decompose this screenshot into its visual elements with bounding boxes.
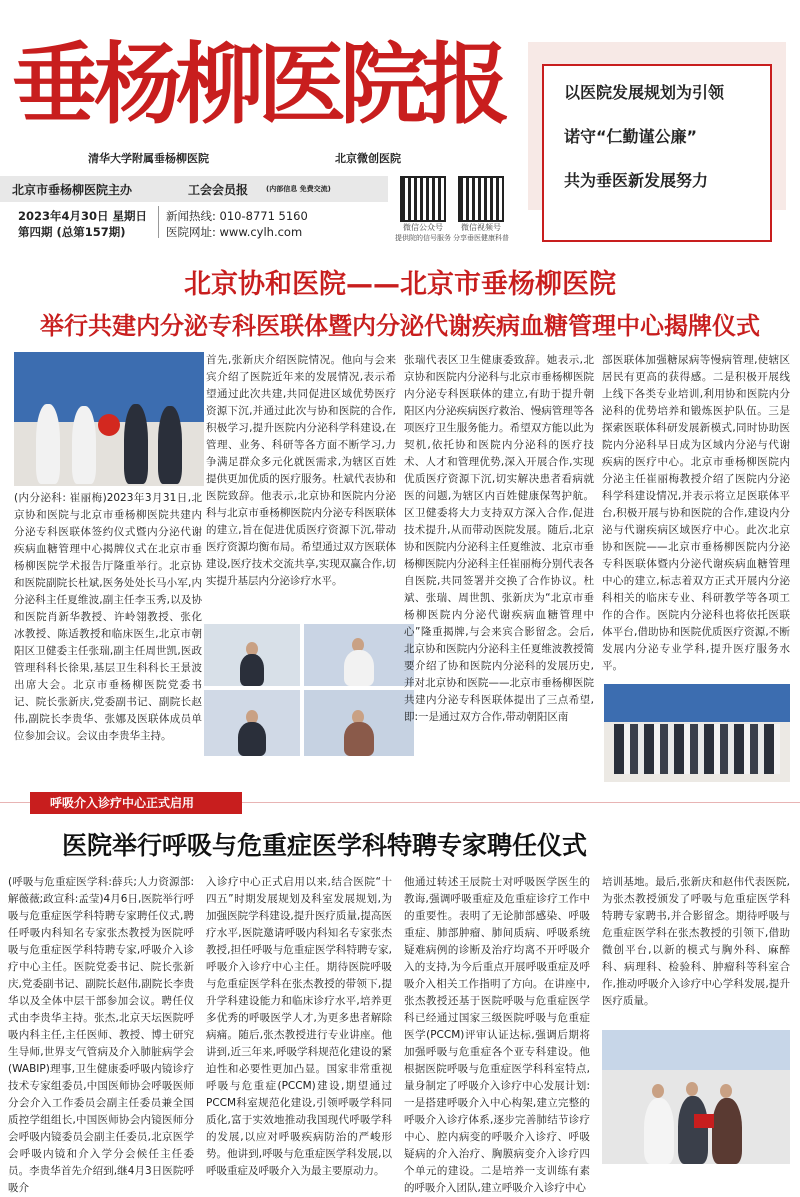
host-label: 北京市垂杨柳医院主办 — [12, 183, 133, 197]
slogan-panel — [528, 42, 786, 210]
news-hotline: 新闻热线: 010-8771 5160 — [166, 209, 308, 223]
person-figure — [36, 404, 60, 484]
lead-column-4: 部医联体加强糖尿病等慢病管理,使辖区居民有更高的获得感。二是积极开展线上线下各类专业培训,利用协和医院内分泌科的优势培养和锻炼医护队伍。三是探索医联体科研发展新模式,同时协助医院内分泌科早日成为区域内分泌与代谢疾病的医疗中心。北京市垂杨柳医院内分泌主任崔丽梅教授介绍了医院内分泌科学科建设情况,并表示将立足医联体平台,积极开展与协和医院的合作,建设内分泌与代谢疾病区域医疗中心。此次北京协和医院——北京市垂杨柳医院内分泌专科医联体暨内分泌代谢疾病血糖管理中心的建立,标志着双方正式开展内分泌科相关的临床专业、科研教学等各项工作的合作。医院内分泌科也将依托医联体平台,借助协和医院优质医疗资源,不断发展内分泌专业学科,提升医疗服务水平。 — [602, 354, 790, 672]
lead-headline-2: 举行共建内分泌专科医联体暨内分泌代谢疾病血糖管理中心揭牌仪式 — [40, 312, 760, 340]
photo-speaker-4 — [304, 690, 414, 756]
lead-column-1: (内分泌科: 崔丽梅)2023年3月31日,北京协和医院与北京市垂杨柳医院共建内分泌专科医联体签约仪式暨内分泌代谢疾病血糖管理中心揭牌仪式在北京市垂杨柳医院学术报告厅隆重举行。北京协和医院副院长杜斌,医务处处长马小军,内分泌科主任夏维波,副主任李玉秀,以及协和医院肖新华教授、许岭翎教授、张化冰教授、陈适教授和临床医生,北京市朝阳区卫健委主任张瑞,副主任周世凯,医政管理科科长徐果,基层卫生科科长王景波出席大会。北京市垂杨柳医院党委书记、院长张新庆,党委副书记、副院长赵伟,副院长李贵华、张娜及医联体成员单位参加会议。会议由李贵华主持。 — [14, 492, 202, 742]
person-figure — [72, 406, 96, 484]
wechat-qr-icon — [400, 176, 446, 222]
newspaper-masthead: 垂杨柳医院报 — [12, 32, 505, 136]
hospital-alt-name: 北京微创医院 — [335, 152, 401, 165]
section-ribbon: 呼吸介入诊疗中心正式启用 — [30, 792, 242, 814]
slogan-line-3: 共为垂医新发展努力 — [564, 171, 709, 190]
divider — [158, 206, 159, 238]
photo-speaker-1 — [204, 624, 300, 686]
second-column-4: 培训基地。最后,张新庆和赵伟代表医院,为张杰教授颁发了呼吸与危重症医学科特聘专家聘书,并合影留念。期待呼吸与危重症医学科在张杰教授的引领下,借助微创平台,以新的模式与胸外科、麻醉科、病理科、检验科、肿瘤科等科室合作,推动呼吸介入诊疗中心学科发展,提升医疗质量。 — [602, 876, 790, 1007]
slogan-line-2: 诺守“仁勤谨公廉” — [564, 127, 698, 146]
second-column-2: 入诊疗中心正式启用以来,结合医院“十四五”时期发展规划及科室发展规划,为加强医院学科建设,提升医疗质量,提高医疗水平,医院邀请呼吸内科知名专家张杰教授,担任呼吸与危重症医学科特聘专家,呼吸介入诊疗中心主任。期待医院呼吸与危重症医学科在张杰教授的带领下,提升学科建设能力和临床诊疗水平,培养更多优秀的呼吸医学人才,为更多患者解除病痛。随后,张杰教授进行专业讲座。他讲到,近三年来,呼吸学科规范化建设的紧迫性和必要性更加凸显。国家非常重视呼吸与危重症(PCCM)建设,期望通过PCCM科室规范化建设,引领呼吸学科同质化,富于实效地推动我国现代呼吸学科的发展,以应对呼吸疾病防治的严峻形势。他讲到,呼吸与危重症医学科发展,以呼吸重症及呼吸介入为最主要原动力。 — [206, 876, 392, 1177]
slogan-frame — [542, 64, 772, 242]
second-column-1: (呼吸与危重症医学科:薛兵;人力资源部:解薇薇;政宣科:孟莹)4月6日,医院举行呼吸与危重症医学科特聘专家聘任仪式,聘任呼吸内科知名专家张杰教授为医院呼吸与危重症医学科特聘专家,呼吸介入诊疗中心主任。医院党委书记、院长张新庆,党委副书记、副院长赵伟,副院长李贵华以及全体中层干部参加会议。聘任仪式由李贵华主持。张杰,北京天坛医院呼吸内科主任,主任医师、教授、博士研究生导师,世界支气管病及介入肺脏病学会(WABIP)理事,卫生健康委呼吸内镜诊疗技术专家组委员,中国医师协会呼吸医师分会介入工作委员会副主任委员兼全国质控学组组长,中国医师协会内镜医师分会呼吸内镜委员会副主任委员,北京医学会呼吸内镜和介入学分会候任主任委员。李贵华首先介绍到,继4月3日医院呼吸介 — [8, 876, 194, 1194]
hospital-subtitle: 清华大学附属垂杨柳医院 — [88, 152, 209, 165]
group-photo — [604, 684, 790, 782]
qr2-label: 微信视频号 — [461, 223, 501, 232]
lead-column-3: 张瑞代表区卫生健康委致辞。她表示,北京协和医院内分泌科与北京市垂杨柳医院内分泌专科医联体的建立,有助于提升朝阳区内分泌疾病医疗救治、慢病管理等各项医疗卫生服务能力。希望双方能以此为契机,依托协和医院内分泌科的医疗技术、人才和管理优势,深入开展合作,实现优质医疗资源下沉,切实解决患者看病就医的问题,为辖区内百姓健康保驾护航。区卫健委将大力支持双方深入合作,促进技术提升,从而带动医院发展。随后,北京协和医院内分泌科主任夏维波、北京市垂杨柳医院内分泌科主任崔丽梅分别代表各自医院,共同签署并交换了合作协议。杜斌、张瑞、周世凯、张新庆为“北京市垂杨柳医院内分泌代谢疾病血糖管理中心”隆重揭牌,与会来宾合影留念。会后,北京协和医院内分泌科主任夏维波教授简要介绍了协和医院内分泌科的发展历史,并对北京协和医院——北京市垂杨柳医院共建内分泌专科医联体提出了三点希望,即:一是通过双方合作,带动朝阳区南 — [404, 354, 594, 723]
photo-speaker-2 — [304, 624, 414, 686]
paper-type: 工会会员报 — [188, 183, 249, 197]
lead-headline-1: 北京协和医院——北京市垂杨柳医院 — [184, 269, 616, 300]
video-qr-icon — [458, 176, 504, 222]
person-figure — [158, 406, 182, 484]
hospital-website[interactable]: 医院网址: www.cylh.com — [166, 225, 303, 239]
slogan-line-1: 以医院发展规划为引领 — [564, 83, 725, 102]
appointment-photo — [602, 1030, 790, 1164]
second-column-3: 他通过转述王辰院士对呼吸医学医生的教诲,强调呼吸重症及危重症诊疗工作中的重要性。表明了无论肺部感染、呼吸重症、肺部肿瘤、肺间质病、呼吸系统疑难病例的诊断及治疗均离不开呼吸介入的支持,为今后重点开展呼吸重症及呼吸介入相关工作指明了方向。在讲座中,张杰教授还基于医院呼吸与危重症医学科已经通过国家三级医院呼吸与危重症医学(PCCM)评审认证达标,强调后期将加强呼吸与危重症各个亚专科建设。他根据医院呼吸与危重症医学科科室特点,量身制定了呼吸介入诊疗中心发展计划:一是搭建呼吸介入中心构架,建立完整的呼吸介入诊疗体系,逐步完善肺结节诊疗中心、腔内病变的呼吸介入诊疗、呼吸疑病的介入治疗、胸膜病变介入诊疗四个单元的建设。二是培养一支训练有素的呼吸介入团队,建立呼吸介入诊疗中心 — [404, 876, 590, 1194]
ceremony-photo — [14, 352, 204, 486]
qr1-caption: 提供院的信号服务 — [395, 234, 451, 242]
paper-note: (内部信息 免费交流) — [266, 185, 331, 193]
lead-column-2: 首先,张新庆介绍医院情况。他向与会来宾介绍了医院近年来的发展情况,表示希望通过此次共建,共同促进区域优势医疗资源下沉,并通过此次与协和医院的合作,积极学习,提升医院内分泌科学科建设,在管理、业务、科研等各方面不断学习,力争满足群众多元化就医需求,为辖区百姓提供更加优质的医疗服务。杜斌代表协和医院致辞。他表示,北京协和医院内分泌科与北京市垂杨柳医院内分泌专科医联体的建立,旨在促进优质医疗资源下沉,带动医疗资源均衡布局。希望通过双方医联体建设,医疗技术交流共享,实现双赢合作,切实提升基层内分泌诊疗水平。 — [206, 354, 396, 587]
issue-number: 第四期 (总第157期) — [18, 225, 126, 239]
second-headline: 医院举行呼吸与危重症医学科特聘专家聘任仪式 — [62, 831, 588, 860]
ribbon-flower — [98, 414, 120, 436]
qr2-caption: 分享垂医健康科普 — [453, 234, 509, 242]
person-figure — [124, 404, 148, 484]
issue-date: 2023年4月30日 星期日 — [18, 209, 148, 223]
photo-speaker-3 — [204, 690, 300, 756]
qr1-label: 微信公众号 — [403, 223, 443, 232]
